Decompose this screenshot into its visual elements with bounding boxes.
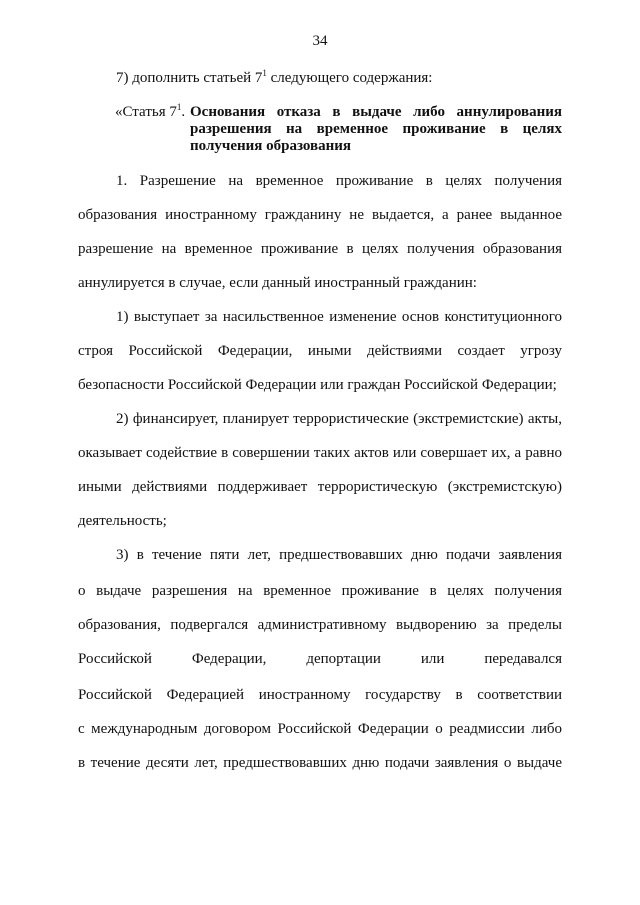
article-heading <box>115 104 562 155</box>
body-line: 1) выступает за насильственное изменение основ конституционного <box>116 309 562 325</box>
body-line: Российской Федерации, депортации или передавался <box>78 651 562 667</box>
body-line: образования иностранному гражданину не выдается, а ранее выданное <box>78 207 562 223</box>
article-superscript: 1 <box>176 102 182 112</box>
article-title-line: разрешения на временное проживание в целях <box>190 121 562 137</box>
body-line: безопасности Российской Федерации или граждан Российской Федерации; <box>78 377 557 393</box>
body-line: 3) в течение пяти лет, предшествовавших дню подачи заявления <box>116 547 562 563</box>
article-title-line: получения образования <box>190 138 352 154</box>
body-line: в течение десяти лет, предшествовавших дню подачи заявления о выдаче <box>78 755 562 771</box>
body-line: оказывает содействие в совершении таких актов или совершает их, а равно <box>78 445 562 461</box>
body-line: строя Российской Федерации, иными действиями создает угрозу <box>78 343 562 359</box>
intro-text: 7) дополнить статьей 7 <box>116 70 263 86</box>
body-line: 1. Разрешение на временное проживание в целях получения <box>116 173 562 189</box>
page-number: 34 <box>312 33 328 49</box>
intro-superscript: 1 <box>262 68 267 78</box>
article-title-line: Основания отказа в выдаче либо аннулирования <box>190 104 562 120</box>
intro-tail: следующего содержания: <box>266 70 433 86</box>
body-line: Российской Федерацией иностранному государству в соответствии <box>78 687 562 703</box>
body-line: о выдаче разрешения на временное проживание в целях получения <box>78 583 562 599</box>
body-line: с международным договором Российской Федерации о реадмиссии либо <box>78 721 562 737</box>
body-line: 2) финансирует, планирует террористические (экстремистские) акты, <box>116 411 562 427</box>
amendment-intro <box>116 69 562 87</box>
body-line: деятельность; <box>78 513 167 529</box>
body-line: образования, подвергался административному выдворению за пределы <box>78 617 562 633</box>
article-prefix-text: «Статья 7 <box>115 104 177 120</box>
body-line: разрешение на временное проживание в целях получения образования <box>78 241 562 257</box>
article-prefix <box>115 104 185 121</box>
article-dot: . <box>181 104 186 120</box>
body-line: аннулируется в случае, если данный иностранный гражданин: <box>78 275 477 291</box>
body-line: иными действиями поддерживает террористическую (экстремистскую) <box>78 479 562 495</box>
